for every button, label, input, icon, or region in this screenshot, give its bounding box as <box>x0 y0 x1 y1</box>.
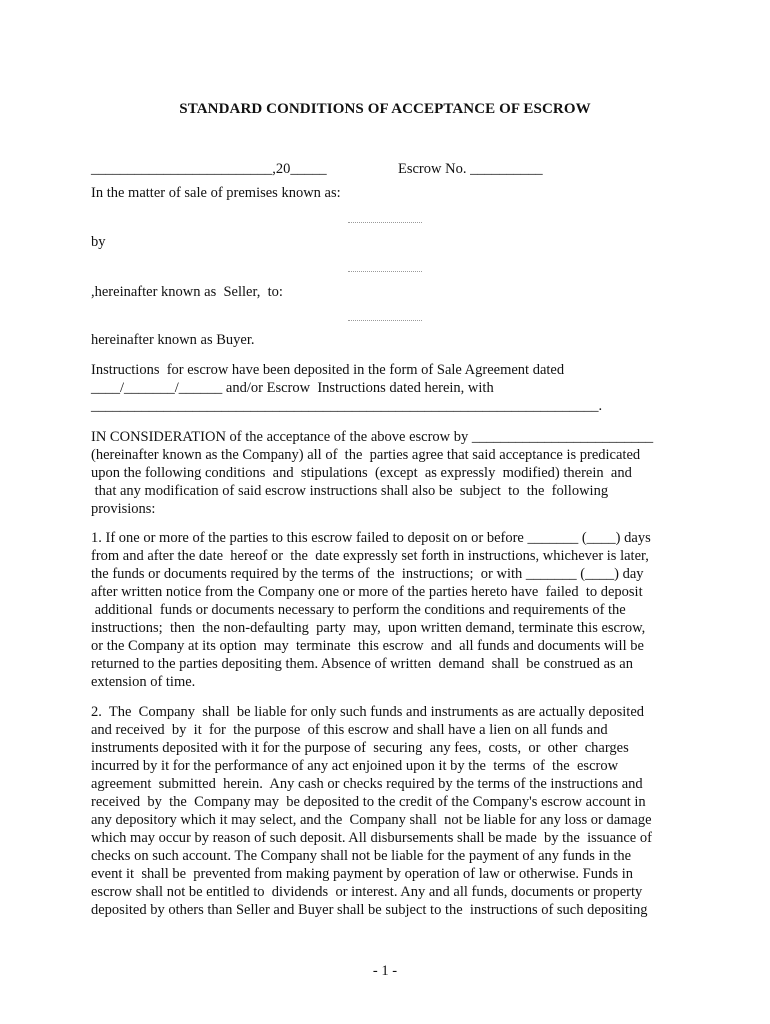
matter-line: In the matter of sale of premises known as: <box>91 185 341 201</box>
clause-1-line: additional funds or documents necessary to perform the conditions and requirements of the <box>91 602 626 618</box>
instructions-line: ______________________________________________________________________. <box>91 398 603 414</box>
clause-2 <box>91 703 677 919</box>
clause-1-line: from and after the date hereof or the date expressly set forth in instructions, whichever is later, <box>91 548 649 564</box>
clause-1-line: after written notice from the Company one or more of the parties hereto have failed to deposit <box>91 584 643 600</box>
instructions-line: ____/_______/______ and/or Escrow Instructions dated herein, with <box>91 380 494 396</box>
clause-2-line: received by the Company may be deposited to the credit of the Company's escrow account in <box>91 794 646 810</box>
instructions-paragraph <box>91 361 677 415</box>
consideration-line: IN CONSIDERATION of the acceptance of the above escrow by _________________________ <box>91 429 654 445</box>
consideration-line: (hereinafter known as the Company) all of the parties agree that said acceptance is predicated <box>91 447 641 463</box>
seller-field[interactable] <box>348 271 422 272</box>
consideration-paragraph <box>91 428 677 518</box>
premises-field[interactable] <box>348 222 422 223</box>
clause-2-line: and received by it for the purpose of this escrow and shall have a lien on all funds and <box>91 722 608 738</box>
clause-1-line: or the Company at its option may terminate this escrow and all funds and documents will be <box>91 638 644 654</box>
clause-2-line: which may occur by reason of such deposit. All disbursements shall be made by the issuance of <box>91 830 652 846</box>
buyer-field[interactable] <box>348 320 422 321</box>
page-number: - 1 - <box>372 963 398 979</box>
clause-2-line: event it shall be prevented from making payment by operation of law or otherwise. Funds in <box>91 866 634 882</box>
clause-1-line: returned to the parties depositing them. Absence of written demand shall be construed as an <box>91 656 633 672</box>
clause-1-line: the funds or documents required by the terms of the instructions; or with _______ (____) day <box>91 566 644 582</box>
instructions-line: Instructions for escrow have been deposited in the form of Sale Agreement dated <box>91 362 565 378</box>
clause-2-line: escrow shall not be entitled to dividends or interest. Any and all funds, documents or property <box>91 884 643 900</box>
consideration-line: provisions: <box>91 501 156 517</box>
clause-2-line: agreement submitted herein. Any cash or checks required by the terms of the instructions and <box>91 776 643 792</box>
clause-2-line: deposited by others than Seller and Buyer shall be subject to the instructions of such depositing <box>91 902 648 918</box>
clause-1-line: instructions; then the non-defaulting party may, upon written demand, terminate this escrow, <box>91 620 646 636</box>
document-title: STANDARD CONDITIONS OF ACCEPTANCE OF ESCROW <box>179 101 591 117</box>
consideration-line: that any modification of said escrow instructions shall also be subject to the following <box>91 483 609 499</box>
seller-line: ,hereinafter known as Seller, to: <box>91 284 283 300</box>
escrow-number: Escrow No. __________ <box>398 161 543 177</box>
buyer-line: hereinafter known as Buyer. <box>91 332 255 348</box>
clause-2-line: 2. The Company shall be liable for only such funds and instruments as are actually deposited <box>91 704 645 720</box>
clause-2-line: incurred by it for the performance of any act enjoined upon it by the terms of the escrow <box>91 758 619 774</box>
clause-2-line: any depository which it may select, and the Company shall not be liable for any loss or damage <box>91 812 652 828</box>
clause-1-line: extension of time. <box>91 674 196 690</box>
clause-1-line: 1. If one or more of the parties to this escrow failed to deposit on or before _______ (____) days <box>91 530 651 546</box>
clause-2-line: checks on such account. The Company shall not be liable for the payment of any funds in the <box>91 848 632 864</box>
clause-1 <box>91 529 677 691</box>
consideration-line: upon the following conditions and stipulations (except as expressly modified) therein and <box>91 465 632 481</box>
clause-2-line: instruments deposited with it for the purpose of securing any fees, costs, or other charges <box>91 740 629 756</box>
by-label: by <box>91 234 106 250</box>
date-line: _________________________,20_____ <box>91 161 327 177</box>
